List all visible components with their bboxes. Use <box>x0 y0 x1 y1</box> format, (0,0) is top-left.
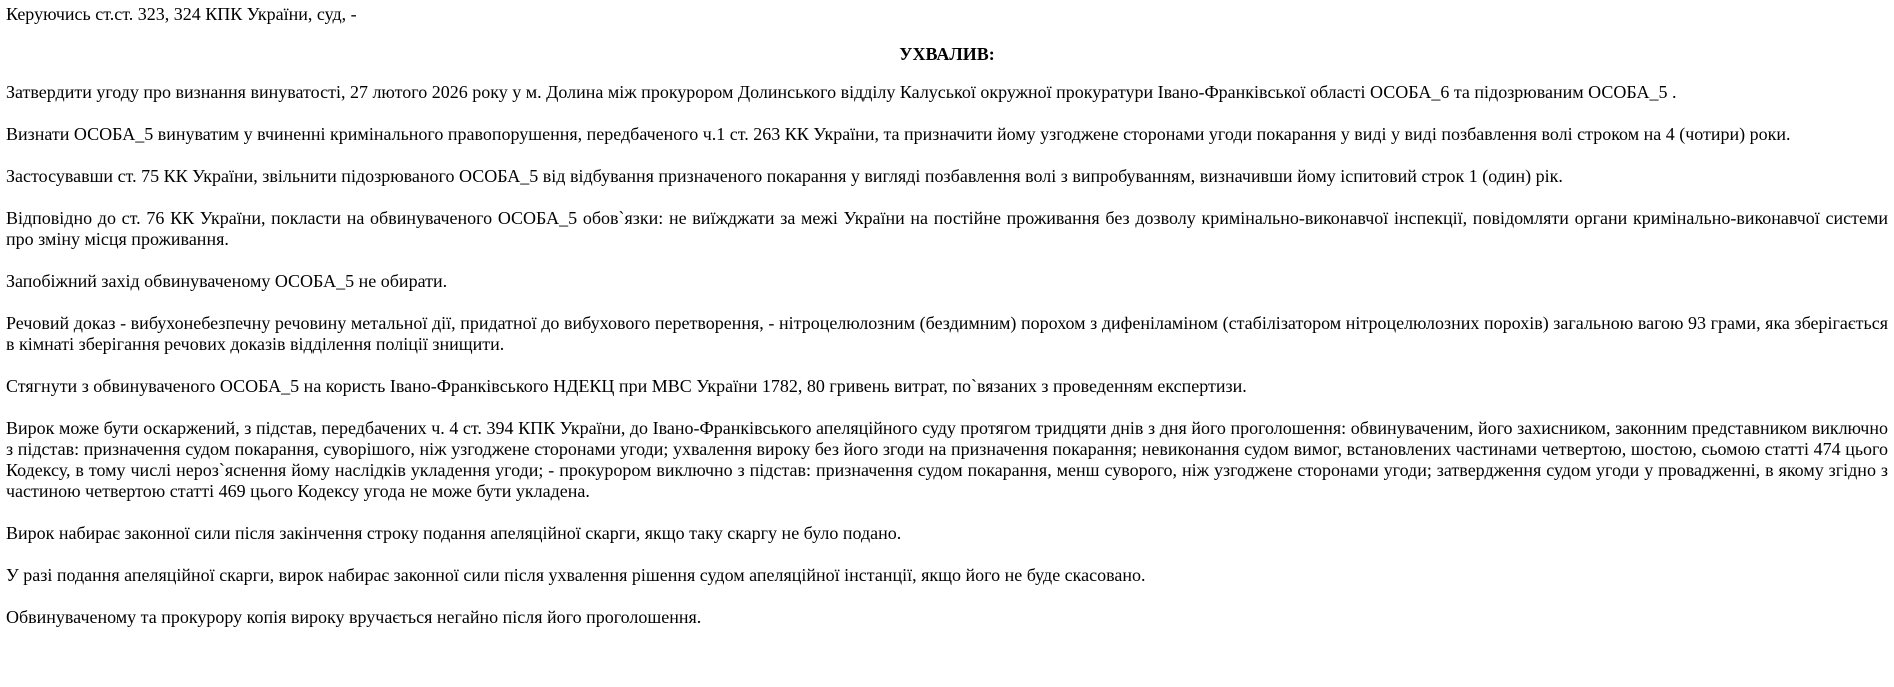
paragraph-probation: Застосувавши ст. 75 КК України, звільнити підозрюваного ОСОБА_5 від відбування призначеного покарання у вигляді позбавлення волі з випробуванням, визначивши йому іспитовий строк 1 (один) рік. <box>6 166 1563 186</box>
paragraph-approve-agreement: Затвердити угоду про визнання винуватості, 27 лютого 2026 року у м. Долина між прокурором Долинського відділу Калуської окружної прокуратури Івано-Франківської області ОСОБА_6 та підозрюваним ОСОБА_5 . <box>6 82 1677 102</box>
paragraph-guilty-sentence: Визнати ОСОБА_5 винуватим у вчиненні кримінального правопорушення, передбаченого ч.1 ст. 263 КК України, та призначити йому узгоджене сторонами угоди покарання у виді у виді позбавлення волі строком на 4 (чотири) роки. <box>6 124 1791 144</box>
paragraph-copy-delivery: Обвинуваченому та прокурору копія вироку вручається негайно після його проголошення. <box>6 607 702 627</box>
paragraph-appeal-grounds: Вирок може бути оскаржений, з підстав, передбачених ч. 4 ст. 394 КПК України, до Івано-Франківського апеляційного суду протягом тридцяти днів з дня його проголошення: обвинуваченим, його захисником, законним представником виключно з підстав: призначення судом покарання, суворішого, ніж узгоджене сторонами угоди; ухвалення вироку без його згоди на призначення покарання; невиконання судом вимог, встановлених частинами четвертою, шостою, сьомою статті 474 цього Кодексу, в тому числі нероз`яснення йому наслідків укладення угоди; - прокурором виключно з підстав: призначення судом покарання, менш суворого, ніж узгоджене сторонами угоди; затвердження судом угоди у провадженні, в якому згідно з частиною четвертою статті 469 цього Кодексу угода не може бути укладена. <box>6 418 1888 501</box>
paragraph-legal-force: Вирок набирає законної сили після закінчення строку подання апеляційної скарги, якщо таку скаргу не було подано. <box>6 523 902 543</box>
intro-line: Керуючись ст.ст. 323, 324 КПК України, суд, - <box>6 4 357 24</box>
paragraph-obligations: Відповідно до ст. 76 КК України, покласти на обвинуваченого ОСОБА_5 обов`язки: не виїжджати за межі України на постійне проживання без дозволу кримінально-виконавчої інспекції, повідомляти органи кримінально-виконавчої системи про зміну місця проживання. <box>6 208 1888 249</box>
paragraph-expenses: Стягнути з обвинуваченого ОСОБА_5 на користь Івано-Франківського НДЕКЦ при МВС України 1782, 80 гривень витрат, по`вязаних з проведенням експертизи. <box>6 376 1247 396</box>
paragraph-appeal-force: У разі подання апеляційної скарги, вирок набирає законної сили після ухвалення рішення судом апеляційної інстанції, якщо його не буде скасовано. <box>6 565 1146 585</box>
paragraph-material-evidence: Речовий доказ - вибухонебезпечну речовину метальної дії, придатної до вибухового перетворення, - нітроцелюлозним (бездимним) порохом з дифеніламіном (стабілізатором нітроцелюлозних порохів) загальною вагою 93 грами, яка зберігається в кімнаті зберігання речових доказів відділення поліції знищити. <box>6 313 1888 354</box>
paragraph-preventive-measure: Запобіжний захід обвинуваченому ОСОБА_5 не обирати. <box>6 271 448 291</box>
verdict-heading: УХВАЛИВ: <box>899 44 995 64</box>
